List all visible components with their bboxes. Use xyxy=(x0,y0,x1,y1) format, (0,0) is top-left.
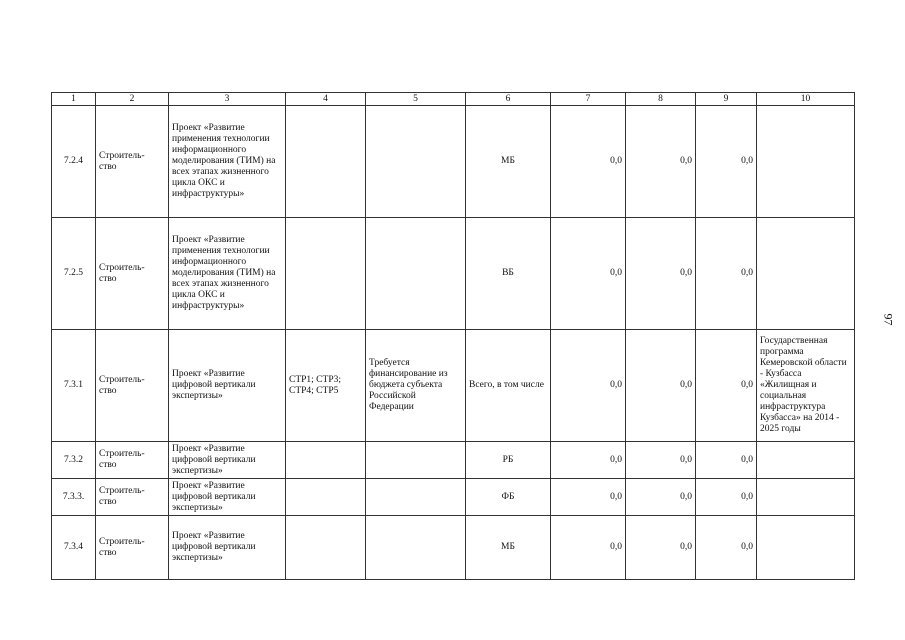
cell-source: МБ xyxy=(466,516,551,580)
cell-type: Строитель- ство xyxy=(96,330,169,442)
cell-project: Проект «Развитие применения технологии информационного моделирования (ТИМ) на всех этапах жизненного цикла ОКС и инфраструктуры» xyxy=(169,106,286,218)
table-row xyxy=(52,218,855,330)
header-row xyxy=(52,93,855,106)
cell-source: МБ xyxy=(466,106,551,218)
cell-value-7: 0,0 xyxy=(551,442,626,479)
header-cell: 9 xyxy=(696,93,757,106)
cell-type: Строитель- ство xyxy=(96,218,169,330)
cell-program: Государственная программа Кемеровской области - Кузбасса «Жилищная и социальная инфраструктура Кузбасса» на 2014 - 2025 годы xyxy=(757,330,855,442)
cell-value-8: 0,0 xyxy=(626,479,696,516)
cell-value-8: 0,0 xyxy=(626,330,696,442)
header-cell: 4 xyxy=(286,93,366,106)
cell-type: Строитель- ство xyxy=(96,479,169,516)
cell-value-9: 0,0 xyxy=(696,330,757,442)
cell-code xyxy=(286,442,366,479)
header-cell: 2 xyxy=(96,93,169,106)
cell-number: 7.2.4 xyxy=(52,106,96,218)
cell-source: ВБ xyxy=(466,218,551,330)
cell-note xyxy=(366,516,466,580)
cell-number: 7.3.4 xyxy=(52,516,96,580)
cell-code xyxy=(286,218,366,330)
cell-value-9: 0,0 xyxy=(696,442,757,479)
cell-type: Строитель- ство xyxy=(96,516,169,580)
table-row xyxy=(52,516,855,580)
table-row xyxy=(52,442,855,479)
cell-type: Строитель- ство xyxy=(96,106,169,218)
cell-note xyxy=(366,442,466,479)
cell-code xyxy=(286,106,366,218)
cell-number: 7.3.3. xyxy=(52,479,96,516)
cell-value-8: 0,0 xyxy=(626,442,696,479)
cell-project: Проект «Развитие цифровой вертикали экспертизы» xyxy=(169,479,286,516)
table-row xyxy=(52,106,855,218)
cell-program xyxy=(757,218,855,330)
cell-code: СТР1; СТР3; СТР4; СТР5 xyxy=(286,330,366,442)
cell-number: 7.3.2 xyxy=(52,442,96,479)
cell-source: Всего, в том числе xyxy=(466,330,551,442)
cell-value-7: 0,0 xyxy=(551,218,626,330)
cell-value-7: 0,0 xyxy=(551,106,626,218)
cell-number: 7.3.1 xyxy=(52,330,96,442)
cell-value-9: 0,0 xyxy=(696,106,757,218)
cell-type: Строитель- ство xyxy=(96,442,169,479)
cell-value-9: 0,0 xyxy=(696,479,757,516)
cell-program xyxy=(757,106,855,218)
header-cell: 5 xyxy=(366,93,466,106)
table-row xyxy=(52,479,855,516)
cell-program xyxy=(757,479,855,516)
cell-note: Требуется финансирование из бюджета субъекта Российской Федерации xyxy=(366,330,466,442)
cell-program xyxy=(757,516,855,580)
cell-project: Проект «Развитие применения технологии информационного моделирования (ТИМ) на всех этапах жизненного цикла ОКС и инфраструктуры» xyxy=(169,218,286,330)
cell-project: Проект «Развитие цифровой вертикали экспертизы» xyxy=(169,442,286,479)
header-cell: 8 xyxy=(626,93,696,106)
cell-source: ФБ xyxy=(466,479,551,516)
cell-value-9: 0,0 xyxy=(696,516,757,580)
cell-source: РБ xyxy=(466,442,551,479)
cell-note xyxy=(366,218,466,330)
cell-value-7: 0,0 xyxy=(551,330,626,442)
header-cell: 7 xyxy=(551,93,626,106)
cell-value-9: 0,0 xyxy=(696,218,757,330)
cell-code xyxy=(286,516,366,580)
cell-value-7: 0,0 xyxy=(551,479,626,516)
header-cell: 6 xyxy=(466,93,551,106)
cell-project: Проект «Развитие цифровой вертикали экспертизы» xyxy=(169,516,286,580)
cell-project: Проект «Развитие цифровой вертикали экспертизы» xyxy=(169,330,286,442)
cell-value-8: 0,0 xyxy=(626,106,696,218)
cell-note xyxy=(366,479,466,516)
cell-note xyxy=(366,106,466,218)
cell-program xyxy=(757,442,855,479)
cell-value-7: 0,0 xyxy=(551,516,626,580)
cell-value-8: 0,0 xyxy=(626,218,696,330)
cell-value-8: 0,0 xyxy=(626,516,696,580)
program-table xyxy=(51,92,855,580)
table-row xyxy=(52,330,855,442)
cell-number: 7.2.5 xyxy=(52,218,96,330)
cell-code xyxy=(286,479,366,516)
header-cell: 1 xyxy=(52,93,96,106)
page-number: 97 xyxy=(881,313,896,326)
header-cell: 10 xyxy=(757,93,855,106)
header-cell: 3 xyxy=(169,93,286,106)
